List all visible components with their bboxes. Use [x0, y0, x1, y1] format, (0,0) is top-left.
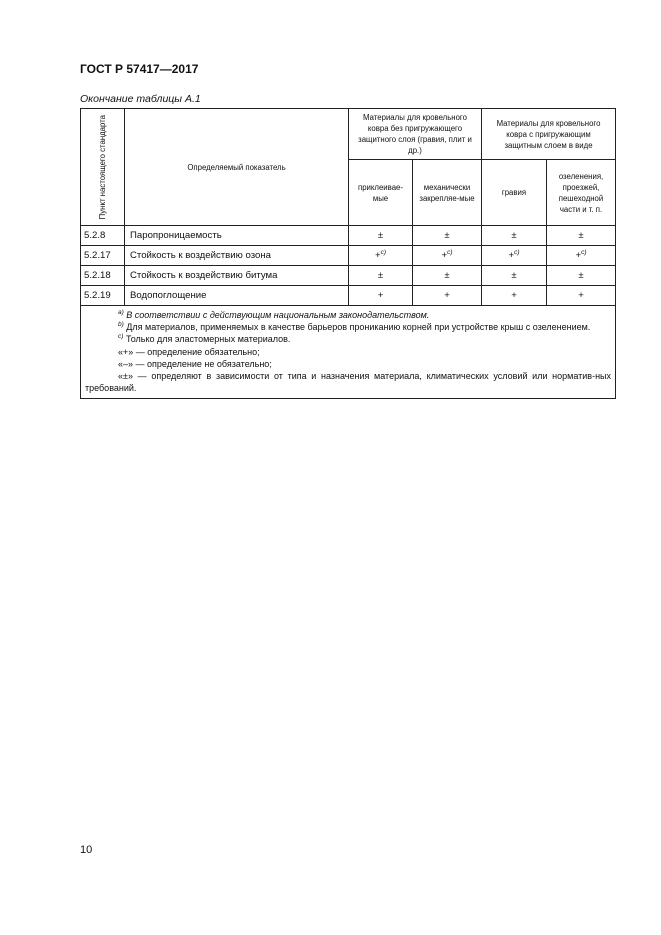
row-clause: 5.2.17: [81, 246, 125, 266]
row-value: +$^{c)}$: [482, 246, 547, 266]
row-indicator: Водопоглощение: [125, 286, 349, 306]
row-value: +: [482, 286, 547, 306]
note-plus: «+» — определение обязательно;: [118, 346, 260, 357]
row-value: ±: [413, 266, 482, 286]
row-clause: 5.2.18: [81, 266, 125, 286]
note-plus-minus: «±» — определяют в зависимости от типа и назначения материала, климатических условий или норматив-ных требований.: [85, 371, 612, 394]
table-header-row-1: [81, 109, 616, 160]
table-row: [81, 246, 616, 266]
header-clause-text: Пункт настоящего стандарта: [98, 114, 107, 220]
header-group-no-ballast: Материалы для кровельного ковра без пригружающего защитного слоя (гравия, плит и др.): [349, 109, 482, 160]
note-c: $^{c)}$ Только для эластомерных материалов.: [118, 333, 291, 345]
header-indicator: Определяемый показатель: [125, 109, 349, 226]
note-minus: «–» — определение не обязательно;: [118, 358, 272, 369]
header-adhered: приклеивае-мые: [349, 160, 413, 226]
requirements-table: [80, 108, 616, 399]
row-value: +$^{c)}$: [413, 246, 482, 266]
header-gravel: гравия: [482, 160, 547, 226]
header-mechanically-fixed: механически закрепляе-мые: [413, 160, 482, 226]
table-row: [81, 286, 616, 306]
row-clause: 5.2.19: [81, 286, 125, 306]
table-notes-row: [81, 306, 616, 399]
header-group-ballast: Материалы для кровельного ковра с пригружающим защитным слоем в виде: [482, 109, 616, 160]
row-value: +: [547, 286, 616, 306]
table-caption: Окончание таблицы А.1: [80, 93, 201, 105]
row-value: +$^{c)}$: [349, 246, 413, 266]
row-value: ±: [413, 226, 482, 246]
row-clause: 5.2.8: [81, 226, 125, 246]
row-value: ±: [547, 266, 616, 286]
table-row: [81, 226, 616, 246]
header-clause: [81, 109, 125, 226]
table-notes: [81, 306, 616, 399]
header-greening: озеленения, проезжей, пешеходной части и т. п.: [547, 160, 616, 226]
note-b: $^{b)}$ Для материалов, применяемых в качестве барьеров прониканию корней при устройстве крыш с озеленением.: [118, 321, 591, 333]
row-value: ±: [482, 266, 547, 286]
row-value: ±: [482, 226, 547, 246]
row-value: ±: [349, 226, 413, 246]
row-indicator: Паропроницаемость: [125, 226, 349, 246]
standard-header: ГОСТ Р 57417—2017: [80, 62, 199, 76]
row-value: ±: [349, 266, 413, 286]
row-indicator: Стойкость к воздействию озона: [125, 246, 349, 266]
row-indicator: Стойкость к воздействию битума: [125, 266, 349, 286]
note-a: $^{a)}$ В соответствии с действующим национальным законодательством.: [118, 309, 430, 320]
row-value: +: [413, 286, 482, 306]
row-value: ±: [547, 226, 616, 246]
table-row: [81, 266, 616, 286]
row-value: +: [349, 286, 413, 306]
row-value: +$^{c)}$: [547, 246, 616, 266]
page-number: 10: [80, 844, 93, 856]
